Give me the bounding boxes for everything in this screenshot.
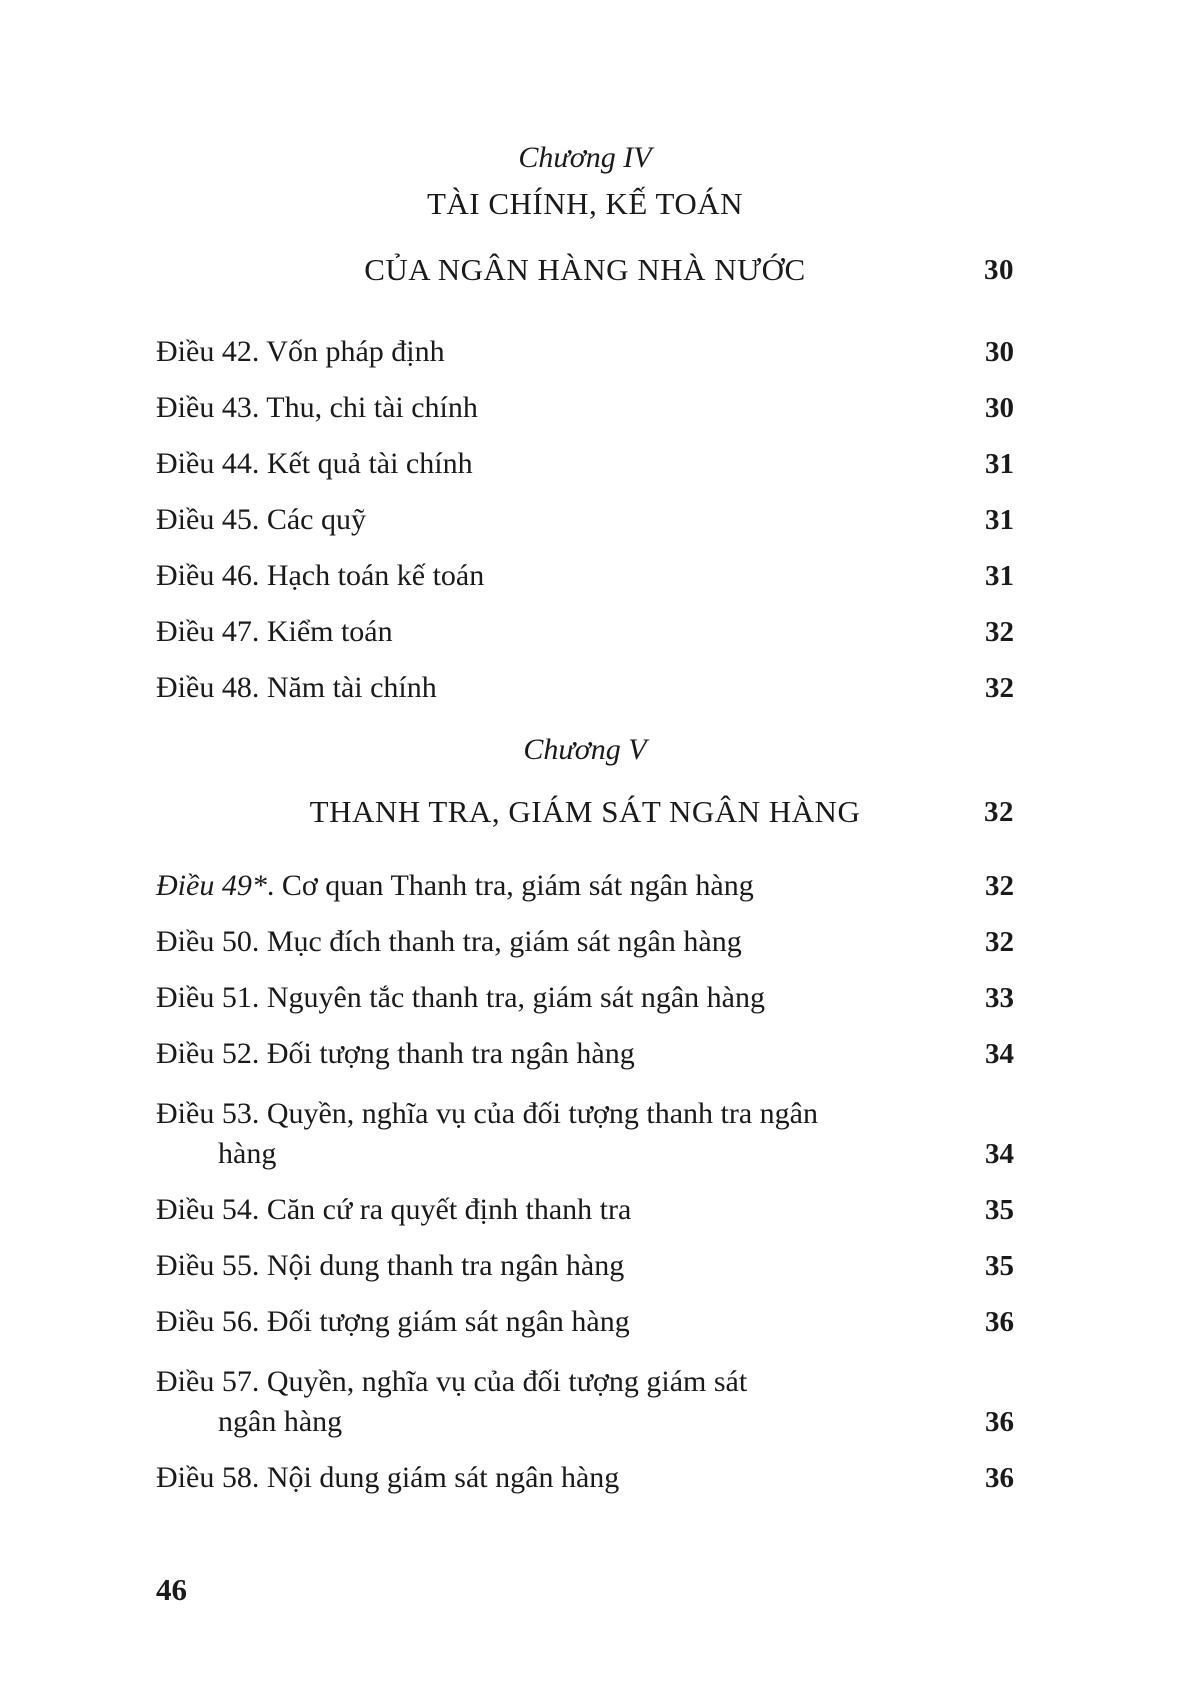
toc-entry [156, 1230, 1014, 1286]
page-ref: 30 [985, 392, 1014, 424]
chapter-title-line: TÀI CHÍNH, KẾ TOÁN [426, 186, 744, 221]
entry-label: Điều 54. Căn cứ ra quyết định thanh tra [156, 1193, 632, 1226]
page-ref: 32 [985, 926, 1014, 958]
chapter-title-line [156, 250, 1014, 316]
entry-label-line: Điều 57. Quyền, nghĩa vụ của đối tượng giám sát [156, 1365, 748, 1398]
toc-entry [156, 1442, 1014, 1498]
entry-label [156, 1362, 985, 1442]
chapter-title-text: CỦA NGÂN HÀNG NHÀ NƯỚC [364, 252, 806, 287]
chapter-4-entries [156, 316, 1014, 708]
chapter-title-text: THANH TRA, GIÁM SÁT NGÂN HÀNG [309, 794, 861, 829]
entry-label: Điều 52. Đối tượng thanh tra ngân hàng [156, 1037, 635, 1070]
page-ref: 31 [985, 560, 1014, 592]
entry-label: Điều 58. Nội dung giám sát ngân hàng [156, 1461, 620, 1494]
chapter-title-line [156, 792, 1014, 850]
page-ref: 32 [985, 672, 1014, 704]
entry-label [156, 866, 985, 906]
entry-label: Điều 42. Vốn pháp định [156, 335, 445, 368]
chapter-4-heading [156, 138, 1014, 316]
page-ref: 36 [985, 1462, 1014, 1494]
page-ref: 32 [985, 870, 1014, 902]
entry-label: Điều 45. Các quỹ [156, 503, 366, 536]
entry-label: Điều 47. Kiểm toán [156, 615, 393, 648]
toc-entry [156, 652, 1014, 708]
page-ref: 34 [985, 1038, 1014, 1070]
page-ref: 31 [985, 504, 1014, 536]
chapter-number: Chương IV [518, 141, 652, 174]
toc-entry [156, 850, 1014, 906]
page-ref: 36 [985, 1406, 1014, 1438]
toc-entry [156, 1074, 1014, 1174]
page-ref: 32 [984, 796, 1014, 828]
entry-label: Điều 43. Thu, chi tài chính [156, 391, 478, 424]
entry-label: Điều 48. Năm tài chính [156, 671, 437, 704]
entry-label: Điều 46. Hạch toán kế toán [156, 559, 485, 592]
page-ref: 36 [985, 1306, 1014, 1338]
page-ref: 30 [984, 254, 1014, 286]
toc-entry [156, 1342, 1014, 1442]
table-of-contents [156, 138, 1014, 1498]
entry-label-text: . Cơ quan Thanh tra, giám sát ngân hàng [266, 869, 754, 902]
entry-label: Điều 56. Đối tượng giám sát ngân hàng [156, 1305, 630, 1338]
page-ref: 35 [985, 1194, 1014, 1226]
entry-label [156, 1094, 985, 1174]
toc-entry [156, 1174, 1014, 1230]
entry-label-line: Điều 53. Quyền, nghĩa vụ của đối tượng thanh tra ngân [156, 1097, 818, 1130]
page-ref: 35 [985, 1250, 1014, 1282]
page-ref: 32 [985, 616, 1014, 648]
entry-label: Điều 50. Mục đích thanh tra, giám sát ngân hàng [156, 925, 742, 958]
toc-entry [156, 906, 1014, 962]
chapter-number: Chương V [523, 733, 647, 766]
toc-entry [156, 428, 1014, 484]
toc-entry [156, 484, 1014, 540]
toc-entry [156, 316, 1014, 372]
page-ref: 33 [985, 982, 1014, 1014]
toc-entry [156, 1018, 1014, 1074]
entry-label-line: hàng [218, 1137, 277, 1170]
chapter-5-entries [156, 850, 1014, 1498]
toc-entry [156, 372, 1014, 428]
page-ref: 30 [985, 336, 1014, 368]
toc-entry [156, 1286, 1014, 1342]
toc-entry [156, 596, 1014, 652]
entry-label: Điều 55. Nội dung thanh tra ngân hàng [156, 1249, 625, 1282]
toc-entry [156, 962, 1014, 1018]
page-ref: 34 [985, 1138, 1014, 1170]
article-number: Điều 49* [156, 869, 267, 902]
toc-entry [156, 540, 1014, 596]
entry-label: Điều 51. Nguyên tắc thanh tra, giám sát ngân hàng [156, 981, 765, 1014]
entry-label: Điều 44. Kết quả tài chính [156, 447, 473, 480]
page-ref: 31 [985, 448, 1014, 480]
chapter-5-heading [156, 730, 1014, 850]
page-number: 46 [156, 1572, 187, 1607]
entry-label-line: ngân hàng [218, 1405, 343, 1438]
